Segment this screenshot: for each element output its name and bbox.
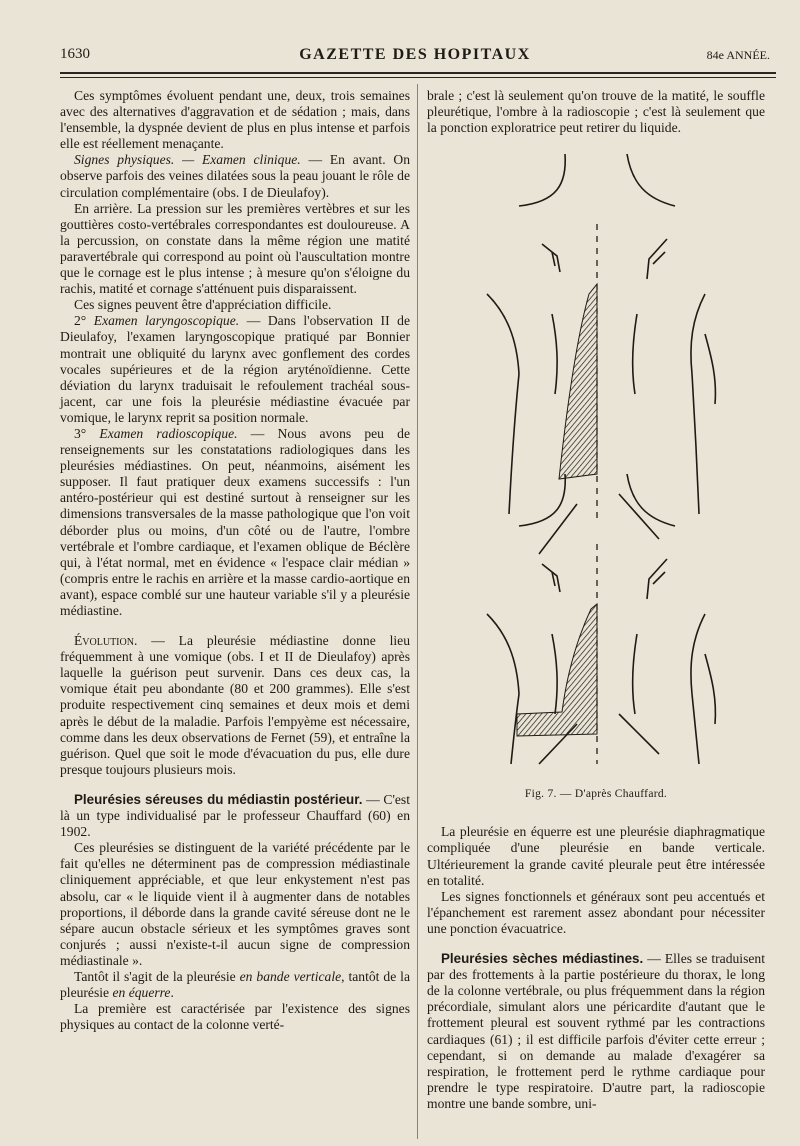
paragraph: Pleurésies séreuses du médiastin postérieur. — C'est là un type individualisé par le professeur Chauffard (60) en 1902. — [60, 791, 410, 840]
paragraph: brale ; c'est là seulement qu'on trouve de la matité, le souffle pleurétique, l'ombre à la radioscopie ; c'est là seulement que la ponction exploratrice peut retirer du liquide. — [427, 88, 765, 136]
paragraph: Évolution. — La pleurésie médiastine donne lieu fréquemment à une vomique (obs. I et II de Dieulafoy) après laquelle la guérison peut survenir. Dans ces deux cas, la vomique était peu abondante (80 et 200 grammes). Elle s'est produite respectivement cinq semaines et deux mois et demi après le début de la maladie. Parfois l'empyème est nécessaire, comme dans les deux observations de Fernet (59), et entraîne la guérison. Quel que soit le mode d'évacuation du pus, elle dure presque toujours plusieurs mois. — [60, 633, 410, 777]
section-heading: Examen radioscopique. — [99, 425, 238, 441]
page-number: 1630 — [60, 46, 90, 62]
section-heading: Évolution. — [74, 633, 138, 649]
paragraph: En arrière. La pression sur les premières vertèbres et sur les gouttières costo-vertébrales correspondantes est douloureuse. A la percussion, on constate dans la même région une matité paravertébrale qui correspond au point où l'auscultation montre que le cornage est le plus intense ; à mesure qu'on s'éloigne du rachis, matité et cornage s'atténuent puis disparaissent. — [60, 200, 410, 297]
figure-caption: Fig. 7. — D'après Chauffard. — [524, 788, 668, 801]
left-column — [60, 88, 410, 1033]
paragraph: La première est caractérisée par l'existence des signes physiques au contact de la colonne verté- — [60, 1001, 410, 1033]
column-divider — [417, 84, 418, 1139]
section-heading: Examen laryngoscopique. — [93, 313, 240, 329]
section-heading: Pleurésies séreuses du médiastin postérieur. — [74, 791, 363, 807]
section-heading: Signes physiques. — Examen clinique. — [74, 152, 301, 168]
upper-thorax-diagram — [487, 154, 715, 554]
running-header — [60, 42, 770, 66]
paragraph: Signes physiques. — Examen clinique. — En avant. On observe parfois des veines dilatées sous la peau jouant le rôle de circulation complémentaire (obs. I de Dieulafoy). — [60, 152, 410, 200]
lower-thorax-diagram — [487, 474, 715, 764]
paragraph: Ces symptômes évoluent pendant une, deux, trois semaines avec des alternatives d'aggravation et de sédation ; mais, dans l'ensemble, la dyspnée devient de plus en plus intense et parfois elle est réellement menaçante. — [60, 88, 410, 152]
paragraph: 3° Examen radioscopique. — Nous avons peu de renseignements sur les constatations radiologiques dans les pleurésies médiastines. On peut, néanmoins, aisément les supposer. Il faut pratiquer deux examens successifs : l'un antéro-postérieur qui est destiné surtout à renseigner sur les dimensions transversales de la masse pathologique que l'on voit déborder plus ou moins, d'un côté ou de l'autre, l'ombre vertébrale et l'ombre cardiaque, et l'examen oblique de Béclère qui, à l'état normal, met en évidence « l'espace clair médian » (compris entre le rachis en arrière et la masse cardio-aortique en avant), espace comblé sur une hauteur variable s'il y a pleurésie médiastine. — [60, 425, 410, 618]
paragraph: Ces signes peuvent être d'appréciation difficile. — [74, 297, 332, 313]
paragraph: La pleurésie en équerre est une pleurésie diaphragmatique compliquée d'une pleurésie en bande verticale. Ultérieurement la grande cavité pleurale peut être intéressée en totalité. — [427, 824, 765, 888]
paragraph: 2° Examen laryngoscopique. — Dans l'observation II de Dieulafoy, l'examen laryngoscopique pratiqué par Bonnier montrait une obliquité du larynx avec gonflement des cordes vocales supérieures et de la région aryténoïdienne. Cette déviation du larynx traduisait le refoulement trachéal sous-jacent, car une fois la pleurésie médiastine évacuée par vomique, le larynx reprit sa position normale. — [60, 313, 410, 425]
header-rule-thin — [60, 77, 776, 78]
paragraph: Pleurésies sèches médiastines. — Elles se traduisent par des frottements à la partie postérieure du thorax, le long de la colonne vertébrale, ou plus fréquemment dans la région précordiale, simulant alors une péricardite d'autant que le frottement pleural est souvent rythmé par les contractions cardiaques (61) ; il est difficile parfois d'éviter cette erreur ; cependant, si on demande au malade d'exagérer sa respiration, le frottement perd le rythme cardiaque pour prendre le type respiratoire. D'autre part, la radioscopie montre une bande sombre, uni- — [427, 951, 765, 1111]
year-label: 84e ANNÉE. — [706, 48, 770, 62]
header-rule — [60, 72, 776, 74]
figure-thorax-diagrams — [427, 144, 765, 784]
section-heading: Pleurésies sèches médiastines. — [441, 951, 644, 967]
paragraph: Ces pleurésies se distinguent de la variété précédente par le fait qu'elles ne déterminent pas de compression médiastinale cliniquement appréciable, et que leur enkystement n'est pas absolu, car « le liquide vient il à augmenter dans de notables proportions, il déborde dans la grande cavité séreuse dont ne le sépare aucun obstacle sérieux et les symptômes graves sont conjurés ; aussi n'existe-t-il aucun signe de compression médiastinale ». — [60, 840, 410, 968]
paragraph: Les signes fonctionnels et généraux sont peu accentués et l'épanchement est rarement assez abondant pour nécessiter une ponction évacuatrice. — [427, 888, 765, 936]
journal-title: GAZETTE DES HOPITAUX — [299, 46, 531, 63]
paragraph: Tantôt il s'agit de la pleurésie en bande verticale, tantôt de la pleurésie en équerre. — [60, 968, 410, 1001]
right-column — [427, 88, 765, 1112]
